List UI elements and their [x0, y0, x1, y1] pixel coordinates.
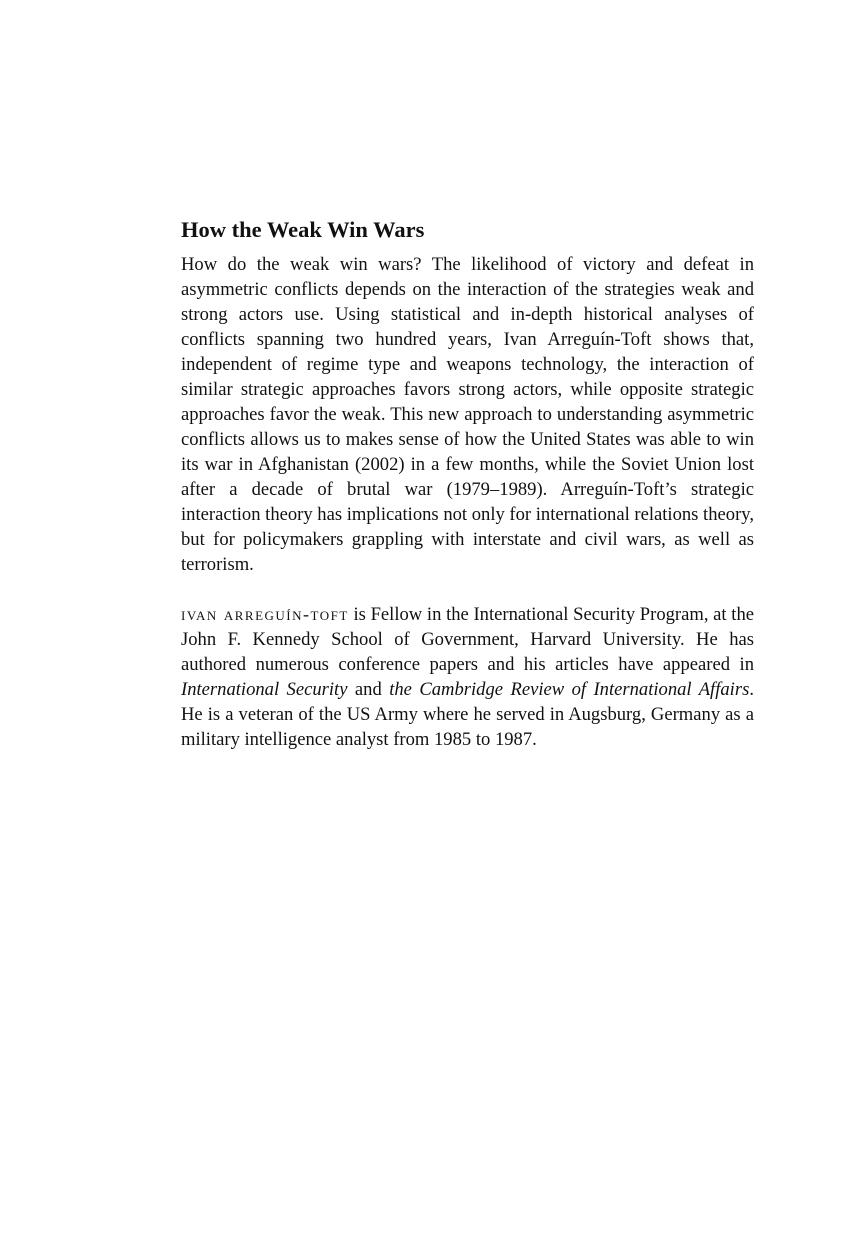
- author-bio-text-1: is Fellow in the International Security Program, at the John F. Kennedy School of Government, Harvard University. He has authored numerous conference papers and his articles have appeared in: [181, 604, 755, 675]
- journal-title-2: the Cambridge Review of International Affairs: [389, 679, 750, 700]
- book-title: How the Weak Win Wars: [181, 217, 425, 242]
- author-bio-text-2: and: [347, 679, 390, 700]
- journal-title-1: International Security: [181, 679, 348, 700]
- book-description: How do the weak win wars? The likelihood of victory and defeat in asymmetric conflicts depends on the interaction of the strategies weak and strong actors use. Using statistical and in-depth historical analyses of conflicts spanning two hundred years, Ivan Arreguín-Toft shows that, independent of regime type and weapons technology, the interaction of similar strategic approaches favors strong actors, while opposite strategic approaches favor the weak. This new approach to understanding asymmetric conflicts allows us to makes sense of how the United States was able to win its war in Afghanistan (2002) in a few months, while the Soviet Union lost after a decade of brutal war (1979–1989). Arreguín-Toft’s strategic interaction theory has implications not only for international relations theory, but for policymakers grappling with interstate and civil wars, as well as terrorism.: [181, 254, 754, 575]
- author-name: ivan arreguín-toft: [181, 604, 349, 624]
- author-bio-text-3: . He is a veteran of the US Army where he served in Augsburg, Germany as a military intelligence analyst from 1985 to 1987.: [181, 679, 754, 750]
- author-bio: [181, 602, 754, 752]
- book-blurb-page: [181, 216, 754, 752]
